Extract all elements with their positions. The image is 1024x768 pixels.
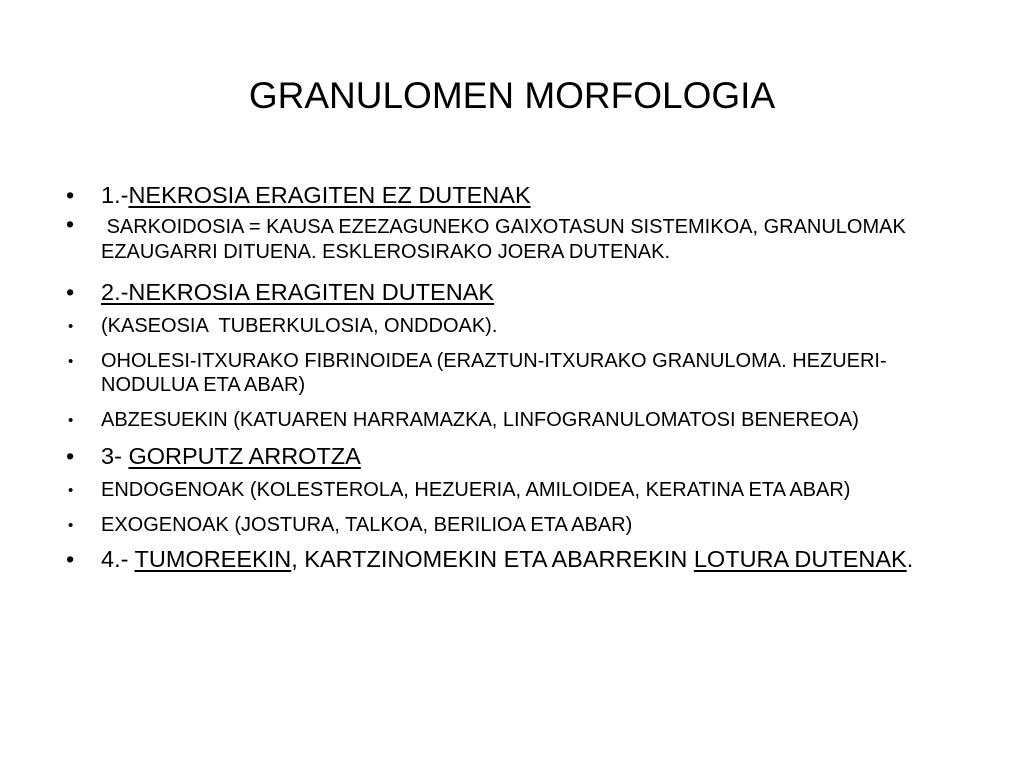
item-text: EXOGENOAK (JOSTURA, TALKOA, BERILIOA ETA ABAR) [101, 513, 633, 536]
list-item-10 [62, 545, 981, 573]
list-item-7 [62, 442, 962, 470]
slide-title: GRANULOMEN MORFOLOGIA [248, 75, 776, 116]
item-middle-text: , KARTZINOMEKIN ETA ABARREKIN [291, 546, 694, 572]
bullet-icon: • [66, 279, 75, 305]
item-prefix: 4.- [101, 546, 135, 572]
bullet-icon: • [66, 182, 75, 208]
item-heading-underlined: NEKROSIA ERAGITEN EZ DUTENAK [128, 182, 531, 208]
bullet-icon: • [66, 546, 75, 572]
bullet-icon: • [66, 443, 75, 469]
bullet-icon: • [68, 516, 74, 534]
bullet-icon: • [68, 352, 74, 370]
list-item-8 [62, 478, 962, 503]
bullet-list [62, 181, 962, 583]
item-prefix: 3- [101, 443, 129, 469]
list-item-3 [62, 278, 962, 306]
item-text: ENDOGENOAK (KOLESTEROLA, HEZUERIA, AMILOIDEA, KERATINA ETA ABAR) [101, 479, 851, 501]
bullet-icon: • [68, 318, 74, 335]
list-item-2 [62, 211, 962, 264]
list-item-4 [62, 314, 962, 339]
list-item-1 [62, 181, 962, 209]
list-item-5 [62, 349, 962, 398]
list-item-6 [62, 408, 962, 433]
bullet-icon: • [66, 211, 75, 237]
bullet-icon: • [68, 482, 74, 499]
item-text: OHOLESI-ITXURAKO FIBRINOIDEA (ERAZTUN-ITXURAKO GRANULOMA. HEZUERI-NODULUA ETA ABAR) [101, 349, 887, 396]
item-heading-underlined: 2.-NEKROSIA ERAGITEN DUTENAK [101, 279, 495, 305]
bullet-icon: • [68, 411, 74, 429]
item-text: (KASEOSIA TUBERKULOSIA, ONDDOAK). [101, 315, 498, 337]
item-text: ABZESUEKIN (KATUAREN HARRAMAZKA, LINFOGRANULOMATOSI BENEREOA) [101, 408, 859, 431]
item-suffix: . [906, 546, 914, 572]
list-item-9 [62, 513, 962, 538]
item-underlined-tumoreekin: TUMOREEKIN [134, 546, 292, 572]
item-text: SARKOIDOSIA = KAUSA EZEZAGUNEKO GAIXOTASUN SISTEMIKOA, GRANULOMAK EZAUGARRI DITUENA. ESKLEROSIRAKO JOERA DUTENAK. [101, 216, 912, 263]
item-prefix: 1.- [101, 182, 129, 208]
item-underlined-lotura: LOTURA DUTENAK [693, 546, 907, 572]
item-heading-underlined: GORPUTZ ARROTZA [128, 443, 361, 469]
